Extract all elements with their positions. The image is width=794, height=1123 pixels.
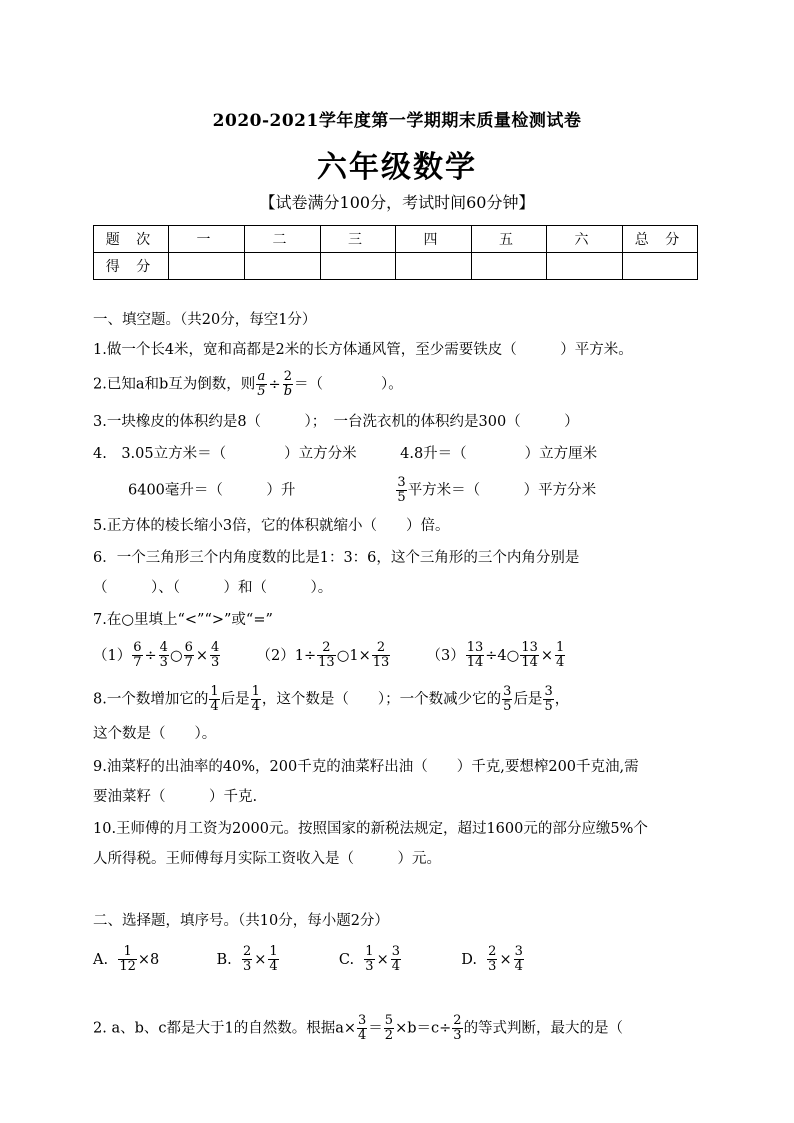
question-4b [128,476,596,505]
section2-question-2 [93,1014,623,1043]
q2-text: 的等式判断，最大的是（ [463,1020,624,1037]
numerator: a [257,369,266,384]
question-8b: 这个数是（ ）。 [93,726,217,742]
fraction [210,641,220,670]
fraction [555,641,565,670]
denominator: 3 [211,655,220,670]
q2-text: ＝ [368,1020,383,1037]
numerator: 2 [372,641,391,656]
compare-circle[interactable]: ÷4○ [485,647,520,664]
compare-circle[interactable]: ○1× [336,647,371,664]
numerator: 1 [251,684,260,699]
score-header-cell: 一 [169,226,245,253]
option-label: D. [461,951,477,968]
exam-note: 【试卷满分100分，考试时间60分钟】 [259,193,535,212]
part-label: （3） [426,647,465,664]
q7-part-1 [93,640,221,670]
denominator: 3 [365,959,374,974]
fraction [452,1014,462,1043]
fraction [372,641,391,670]
question-3: 3.一块橡皮的体积约是8（ ）； 一台洗衣机的体积约是300（ ） [93,414,579,430]
score-cell[interactable] [169,253,245,280]
fraction [364,945,374,974]
q8-text: 8.一个数增加它的 [93,691,209,708]
score-table [93,225,698,280]
option-a[interactable] [93,944,160,974]
q2-fraction-1 [256,370,266,399]
fraction [118,945,137,974]
denominator: 5 [503,699,512,714]
numerator: 2 [283,369,292,384]
numerator: 1 [210,684,219,699]
q2-text: 2. a、b、c都是大于1的自然数。根据a× [93,1020,357,1037]
fraction [268,945,278,974]
denominator: 4 [514,959,523,974]
denominator: 3 [242,959,252,974]
numerator: 4 [211,640,220,655]
fraction [159,641,169,670]
score-cell[interactable] [472,253,547,280]
score-cell[interactable] [623,253,698,280]
option-d[interactable] [461,944,525,974]
operator: × [540,647,554,664]
question-9a: 9.油菜籽的出油率的40%，200千克的油菜籽出油（ ）千克,要想榨200千克油,需 [93,759,639,775]
section2-heading: 二、选择题，填序号。（共10分，每小题2分） [93,913,389,929]
q8-text: 后是 [513,691,543,708]
q4b-right-text: 平方米＝（ ）平方分米 [407,482,597,499]
numerator: 3 [514,944,523,959]
denominator: 4 [358,1028,367,1043]
fraction [520,641,539,670]
score-cell[interactable] [396,253,472,280]
denominator: 14 [521,655,538,670]
numerator: 2 [453,1013,462,1028]
q7-part-2 [256,640,392,670]
numerator: 1 [365,944,374,959]
q8-text: ，这个数是（ ）；一个数减少它的 [261,691,502,708]
denominator: 13 [318,655,335,670]
numerator: 2 [317,641,336,656]
numerator: 2 [488,944,497,959]
numerator: 3 [397,475,406,490]
numerator: 5 [384,1013,394,1028]
score-header-cell: 总 分 [623,226,698,253]
q8-text: ， [554,691,570,708]
q7-part-3 [426,640,567,670]
question-5: 5.正方体的棱长缩小3倍，它的体积就缩小（ ）倍。 [93,518,450,534]
numerator: 1 [269,944,278,959]
option-b[interactable] [216,944,279,974]
score-header-cell: 三 [321,226,396,253]
numerator: 3 [544,684,553,699]
denominator: 5 [257,384,266,399]
score-table-score-row [94,253,698,280]
question-1: 1.做一个长4米，宽和高都是2米的长方体通风管，至少需要铁皮（ ）平方米。 [93,342,633,358]
fraction [391,945,401,974]
operator: × [195,647,209,664]
part-label: （2）1÷ [256,647,317,664]
fraction [242,945,252,974]
q4b-fraction [396,476,406,505]
question-10b: 人所得税。王师傅每月实际工资收入是（ ）元。 [93,851,441,867]
score-cell[interactable] [321,253,396,280]
score-header-cell: 题 次 [94,226,169,253]
numerator: 6 [184,640,193,655]
compare-circle[interactable]: ○ [169,647,183,664]
fraction [466,641,485,670]
numerator: 3 [391,944,400,959]
denominator: 3 [453,1028,462,1043]
fraction [132,641,142,670]
section1-heading: 一、填空题。（共20分，每空1分） [93,312,317,328]
q2-text: ×b＝c÷ [395,1020,452,1037]
fraction [543,685,553,714]
option-label: B. [216,951,232,968]
part-label: （1） [93,647,132,664]
score-cell[interactable] [245,253,321,280]
denominator: 7 [184,655,193,670]
exam-subtitle: 2020-2021学年度第一学期期末质量检测试卷 [212,111,582,131]
question-6b: （ ）、（ ）和（ ）。 [93,580,333,596]
denominator: 7 [133,655,142,670]
q8-text: 后是 [220,691,250,708]
score-header-cell: 四 [396,226,472,253]
fraction [357,1014,367,1043]
denominator: 5 [544,699,553,714]
question-4a: 4. 3.05立方米＝（ ）立方分米 4.8升＝（ ）立方厘米 [93,446,598,462]
numerator: 3 [503,684,512,699]
q2-text-pre: 2.已知a和b互为倒数，则 [93,376,256,393]
fraction [251,685,261,714]
denominator: 5 [397,490,406,505]
operator: × [254,951,267,968]
denominator: 14 [466,655,484,670]
choice-options [93,945,525,974]
operator: ÷ [268,376,281,393]
fraction [502,685,512,714]
q2-fraction-2 [283,370,293,399]
question-10a: 10.王师傅的月工资为2000元。按照国家的新税法规定，超过1600元的部分应缴5%个 [93,821,648,837]
denominator: 4 [251,699,260,714]
numerator: 1 [118,945,137,960]
denominator: 4 [210,699,219,714]
score-header-cell: 五 [472,226,547,253]
fraction [184,641,194,670]
operator: × [376,951,389,968]
option-label: A. [93,951,109,968]
denominator: 12 [119,959,136,974]
question-2 [93,370,403,399]
option-label: C. [338,951,355,968]
denominator: 13 [372,655,390,670]
denominator: 3 [488,959,497,974]
denominator: 2 [384,1028,394,1043]
denominator: 4 [269,959,278,974]
score-row-label: 得 分 [94,253,169,280]
score-cell[interactable] [547,253,623,280]
denominator: 4 [556,655,565,670]
operator: ÷ [144,647,157,664]
fraction [317,641,336,670]
option-tail: ×8 [137,951,160,968]
score-header-cell: 二 [245,226,321,253]
question-6a: 6．一个三角形三个内角度数的比是1：3：6，这个三角形的三个内角分别是 [93,550,580,566]
operator: × [499,951,512,968]
denominator: 4 [391,959,400,974]
question-7: 7.在○里填上“<”“>”或“=” [93,612,273,628]
denominator: b [283,384,293,399]
question-7-parts [93,641,566,670]
score-header-cell: 六 [547,226,623,253]
numerator: 2 [242,944,252,959]
numerator: 4 [159,640,168,655]
question-9b: 要油菜籽（ ）千克. [93,789,258,805]
option-c[interactable] [338,944,402,974]
fraction [487,945,497,974]
numerator: 6 [133,640,142,655]
fraction [514,945,524,974]
score-table-header-row [94,226,698,253]
q4b-left-text: 6400毫升＝（ ）升 [128,482,296,499]
fraction [384,1014,394,1043]
numerator: 3 [358,1013,367,1028]
numerator: 13 [521,640,538,655]
fraction [209,685,219,714]
denominator: 3 [159,655,168,670]
question-8a [93,685,569,714]
numerator: 1 [556,640,565,655]
exam-title: 六年级数学 [317,150,477,185]
q2-text-post: ＝（ ）。 [294,376,403,393]
numerator: 13 [466,640,484,655]
